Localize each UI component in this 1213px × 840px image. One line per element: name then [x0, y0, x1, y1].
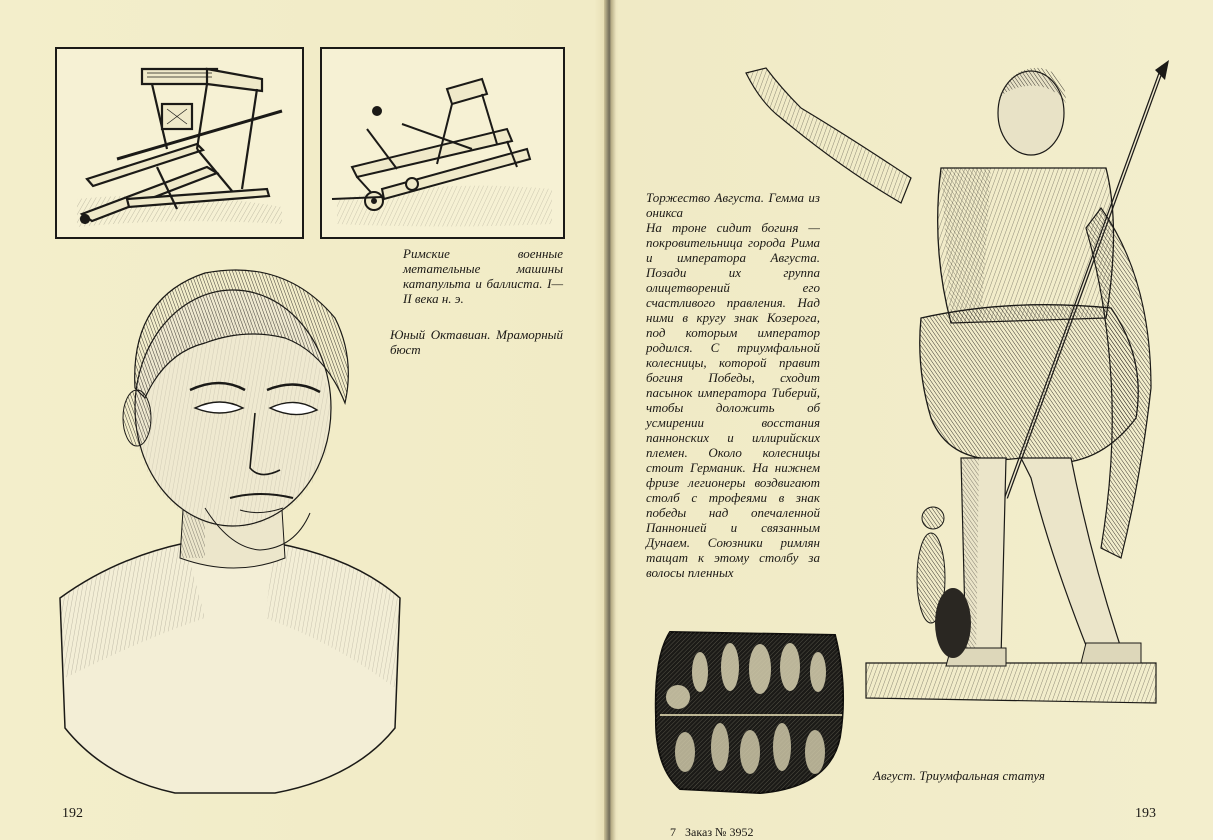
page-number-right-text: 193: [1135, 806, 1156, 821]
augustus-statue-illustration: [741, 58, 1181, 708]
ballista-illustration: [320, 47, 565, 239]
book-gutter: [604, 0, 616, 840]
statue-caption-text: Август. Триумфальная статуя: [873, 768, 1045, 783]
gem-caption-body: На троне сидит богиня — покровительница города Рима и императора Августа. Позади их группа олицетворений его счастливого правления. Над ними в кругу знак Козерога, под которым император родился. С триумфальной колесницы, которой правит богиня Победы, сходит пасынок императора Тиберий, чтобы доложить об усмирении восстания паннонских и иллирийских племен. Около колесницы стоит Германик. На нижнем фризе легионеры воздвигают столб с трофеями в знак победы над опечаленной Паннонией и связанным Дунаем. Союзники римлян тащат к этому столбу за волосы пленных: [646, 220, 820, 580]
right-page: [616, 0, 1213, 840]
page-number-left: [62, 806, 83, 822]
catapult-caption: [403, 246, 563, 306]
page-number-left-text: 192: [62, 806, 83, 821]
page-number-right: [1135, 806, 1156, 822]
catapult-illustration: [55, 47, 304, 239]
gem-caption-title: Торжество Августа. Гемма из оникса: [646, 190, 820, 220]
statue-caption: [873, 768, 1048, 783]
left-page: [0, 0, 604, 840]
bust-caption-text: Юный Октавиан. Мраморный бюст: [390, 327, 563, 357]
printer-signature-text: 7 Заказ № 3952: [670, 825, 754, 839]
octavian-bust-illustration: [55, 258, 407, 798]
bust-caption: [390, 327, 563, 357]
printer-signature: [652, 810, 754, 840]
catapult-caption-text: Римские военные метательные машины катапульта и баллиста. I—II века н. э.: [403, 246, 563, 306]
